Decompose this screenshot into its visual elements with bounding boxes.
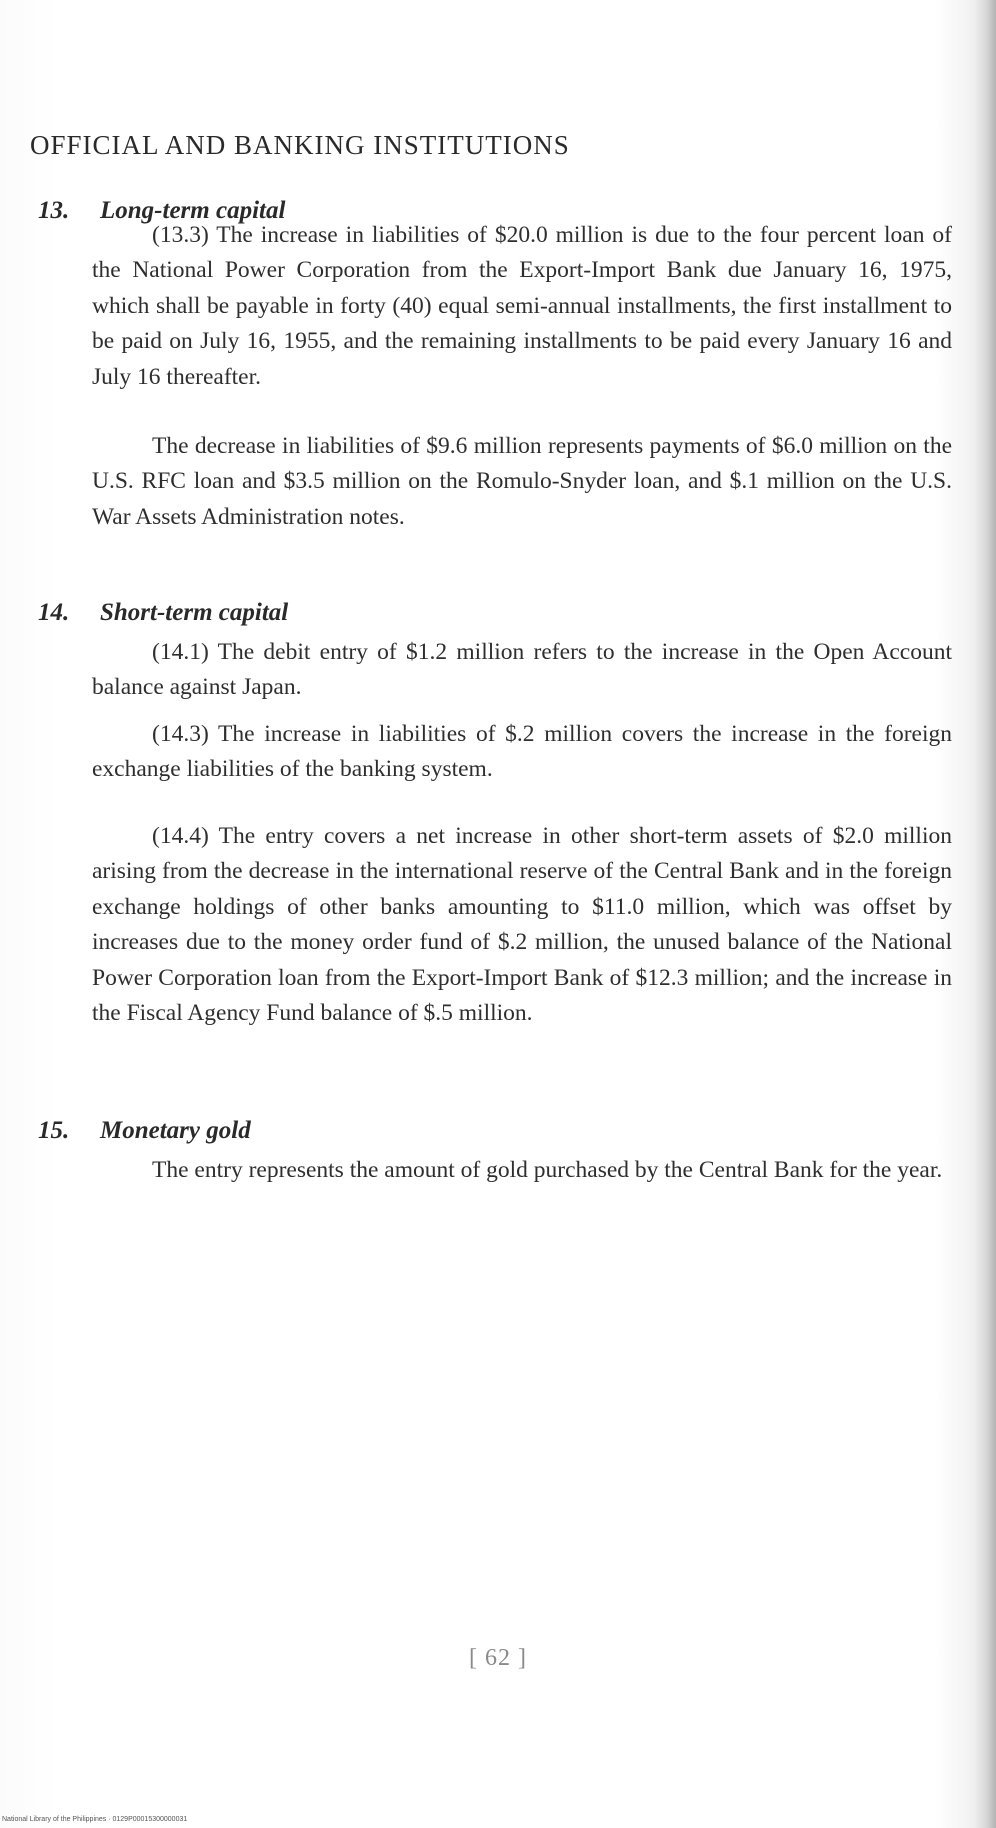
digitization-credit: National Library of the Philippines · 0129P00015300000031 [2, 1816, 188, 1823]
section-title: Long-term capital [100, 197, 286, 224]
paragraph-13-3: (13.3) The increase in liabilities of $20.0 million is due to the four percent loan of the National Power Corporation from the Export-Import Bank due January 16, 1975, which shall be payable in forty (40) equal semi-annual installments, the first installment to be paid on July 16, 1955, and the remaining installments to be paid every January 16 and July 16 thereafter. [92, 222, 952, 390]
running-head: OFFICIAL AND BANKING INSTITUTIONS [30, 130, 570, 160]
paragraph-14-4: (14.4) The entry covers a net increase in other short-term assets of $2.0 million arising from the decrease in the international reserve of the Central Bank and in the foreign exchange holdings of other banks amounting to $11.0 million, which was offset by increases due to the money order fund of $.2 million, the unused balance of the National Power Corporation loan from the Export-Import Bank of $12.3 million; and the increase in the Fiscal Agency Fund balance of $.5 million. [92, 823, 952, 1027]
section-title: Short-term capital [100, 599, 289, 626]
section-number: 13. [38, 197, 70, 224]
paragraph-13-decrease: The decrease in liabilities of $9.6 million represents payments of $6.0 million on the U.S. RFC loan and $3.5 million on the Romulo-Snyder loan, and $.1 million on the U.S. War Assets Administration notes. [92, 433, 952, 530]
paragraph-14-3: (14.3) The increase in liabilities of $.2 million covers the increase in the foreign exchange liabilities of the banking system. [92, 721, 952, 783]
paragraph-14-1: (14.1) The debit entry of $1.2 million refers to the increase in the Open Account balance against Japan. [92, 639, 952, 701]
page-edge-shadow [974, 0, 996, 1828]
paragraph-15: The entry represents the amount of gold purchased by the Central Bank for the year. [152, 1157, 943, 1183]
section-number: 15. [38, 1117, 70, 1144]
section-title: Monetary gold [100, 1117, 251, 1144]
section-number: 14. [38, 599, 70, 626]
page-number: [ 62 ] [469, 1645, 527, 1671]
section-heading-15 [38, 1117, 251, 1145]
section-heading-14 [38, 599, 288, 627]
